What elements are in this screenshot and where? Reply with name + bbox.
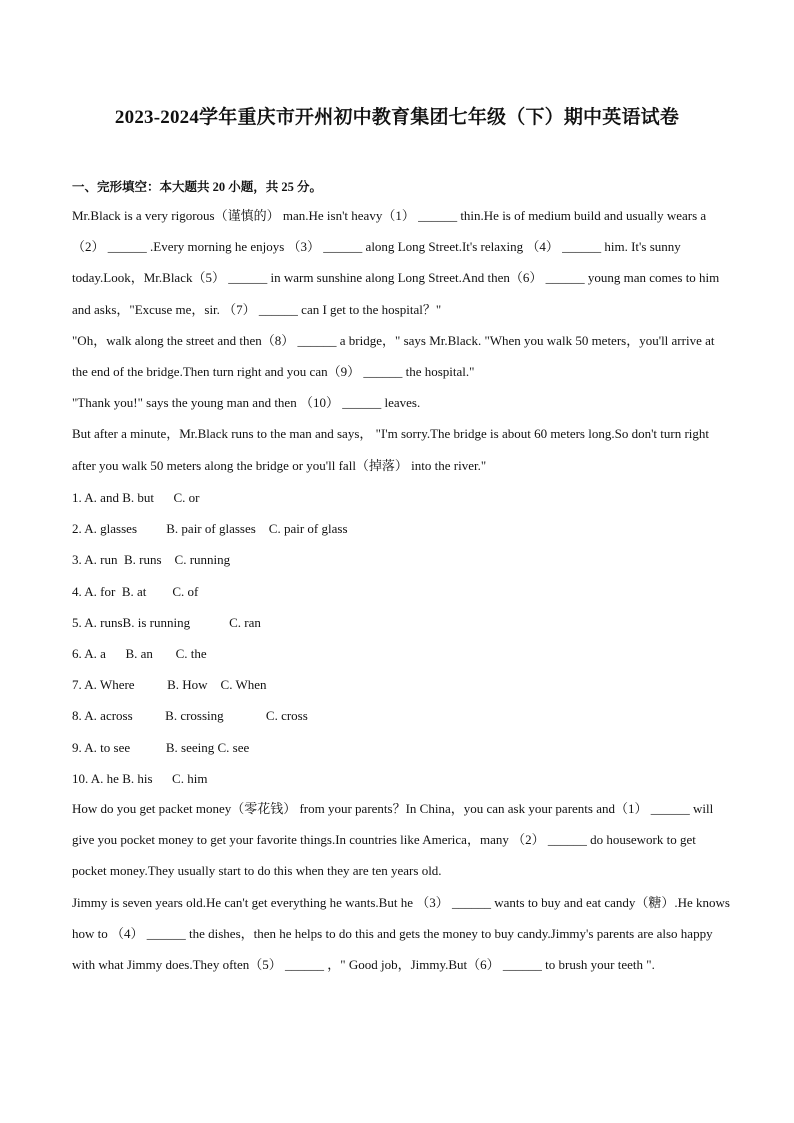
option-row: 7. A. Where B. How C. When (72, 677, 267, 693)
option-row: 9. A. to see B. seeing C. see (72, 739, 250, 755)
option-row: 10. A. he B. his C. him (72, 770, 208, 786)
option-row: 1. A. and B. but C. or (72, 490, 200, 505)
option-row: 6. A. a B. an C. the (72, 645, 207, 661)
option-row: 8. A. across B. crossing C. cross (72, 708, 308, 724)
section-heading: 一、完形填空：本大题共 20 小题，共 25 分。 (72, 180, 323, 194)
exam-title: 2023-2024学年重庆市开州初中教育集团七年级（下）期中英语试卷 (114, 107, 680, 128)
option-row: 5. A. runsB. is running C. ran (72, 614, 261, 630)
cloze-passage-1: Mr.Black is a very rigorous（谨慎的） man.He isn't heavy（1） ______ thin.He is of medium build and usually wears a （2） ______ .Every morning he enjoys （3） ______ along Long Street.It's relaxing （4） ______ him. It's sunny today.Look，Mr.Black（5） ______ in warm sunshine along Long Street.And then（6） ______ young man comes to him and asks，"Excuse me，sir. （7） ______ can I get to the hospital？" "Oh，walk along the street and then（8） ______ a bridge，" says Mr.Black. "When you walk 50 meters，you'll arrive at the end of the bridge.Then turn right and you can（9） ______ the hospital." "Thank you!" says the young man and then （10） ______ leaves. But after a minute，Mr.Black runs to the man and says， "I'm sorry.The bridge is about 60 meters long.So don't turn right after you walk 50 meters along the bridge or you'll fall（掉落） into the river." (72, 208, 720, 473)
answer-options-list (72, 482, 732, 794)
cloze-passage-2: How do you get packet money（零花钱） from your parents？In China，you can ask your parents and（1） ______ will give you pocket money to get your favorite things.In countries like America，many （2） ______ do housework to get pocket money.They usually start to do this when they are ten years old. Jimmy is seven years old.He can't get everything he wants.But he （3） ______ wants to buy and eat candy（糖）.He knows how to （4） ______ the dishes，then he helps to do this and gets the money to buy candy.Jimmy's parents are also happy with what Jimmy does.They often（5） ______ ，" Good job，Jimmy.But（6） ______ to brush your teeth ". (72, 801, 730, 973)
option-row: 3. A. run B. runs C. running (72, 552, 231, 568)
option-row: 2. A. glasses B. pair of glasses C. pair of glass (72, 521, 348, 537)
option-row: 4. A. for B. at C. of (72, 583, 199, 599)
